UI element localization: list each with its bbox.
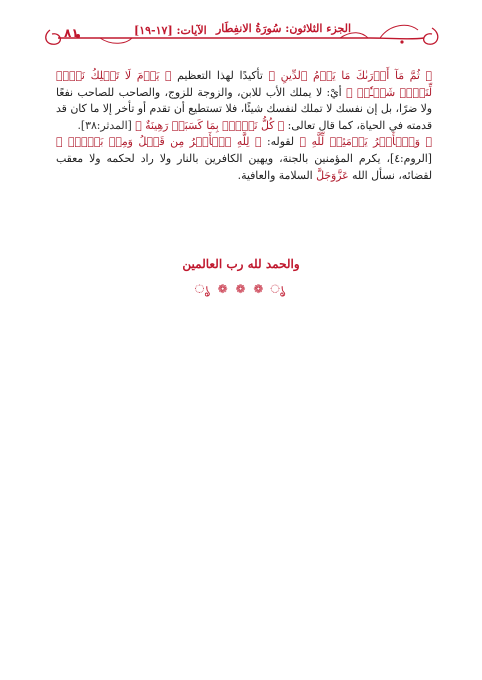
commentary-text: السلامة والعافية. [237, 168, 317, 182]
page-number: ٨١ [64, 26, 79, 40]
commentary-text: أيْ: لا يملك الأب للابن، والزوجة للزوج، والصاحب للصاحب نفعًا ولا ضرًا، بل إن نفسك لا تملك لنفسك شيئًا، فلا تستطيع أن تقدم أو تأخر إلا ما كان قد قدمته في الحياة، كما قال تعالى: [56, 85, 432, 132]
quran-verse: ﴿ لِلَّهِ ٱلۡأَمۡرُ مِن قَبۡلُ وَمِنۢ بَعۡدُۚ ﴾ [56, 135, 262, 149]
quran-verse: ﴿ كُلُّ نَفۡسِۭ بِمَا كَسَبَتۡ رَهِينَةٌ ﴾ [135, 118, 285, 132]
honorific: عَزَّوَجَلَّ [316, 168, 349, 182]
closing-ornament: ൃ ❁ ❁ ❁ ൃ [194, 282, 288, 296]
paragraph [56, 68, 432, 134]
tafsir-body [56, 68, 432, 184]
paragraph [56, 134, 432, 184]
quran-verse: ﴿ يَوۡمَ لَا تَمۡلِكُ نَفۡسٞ لِّنَفۡسٖ شَيۡـٔٗاۖ ﴾ [56, 69, 432, 99]
commentary-text: لقوله: [261, 135, 300, 149]
ayat-range-label: الآيات: [١٧-١٩] [134, 24, 207, 37]
closing-line: والحمد لله رب العالمين [182, 257, 300, 271]
verse-reference: [المدثر:٣٨]. [77, 118, 136, 132]
commentary-text: تأكيدًا لهذا التعظيم [171, 69, 269, 82]
surah-title: الجزء الثلاثون: سُورَةُ الانفِطَار [216, 22, 352, 35]
quran-verse: ﴿ ثُمَّ مَآ أَدۡرَىٰكَ مَا يَوۡمُ ٱلدِّينِ ﴾ [268, 69, 433, 82]
commentary-text: [الروم:٤]، يكرم المؤمنين بالجنة، ويهين الكافرين بالنار ولا راد لحكمه ولا معقب لقضائه، نسأل الله [56, 151, 432, 182]
quran-verse: ﴿ وَٱلۡأَمۡرُ يَوۡمَئِذٖ لِّلَّهِ ﴾ [299, 135, 432, 149]
